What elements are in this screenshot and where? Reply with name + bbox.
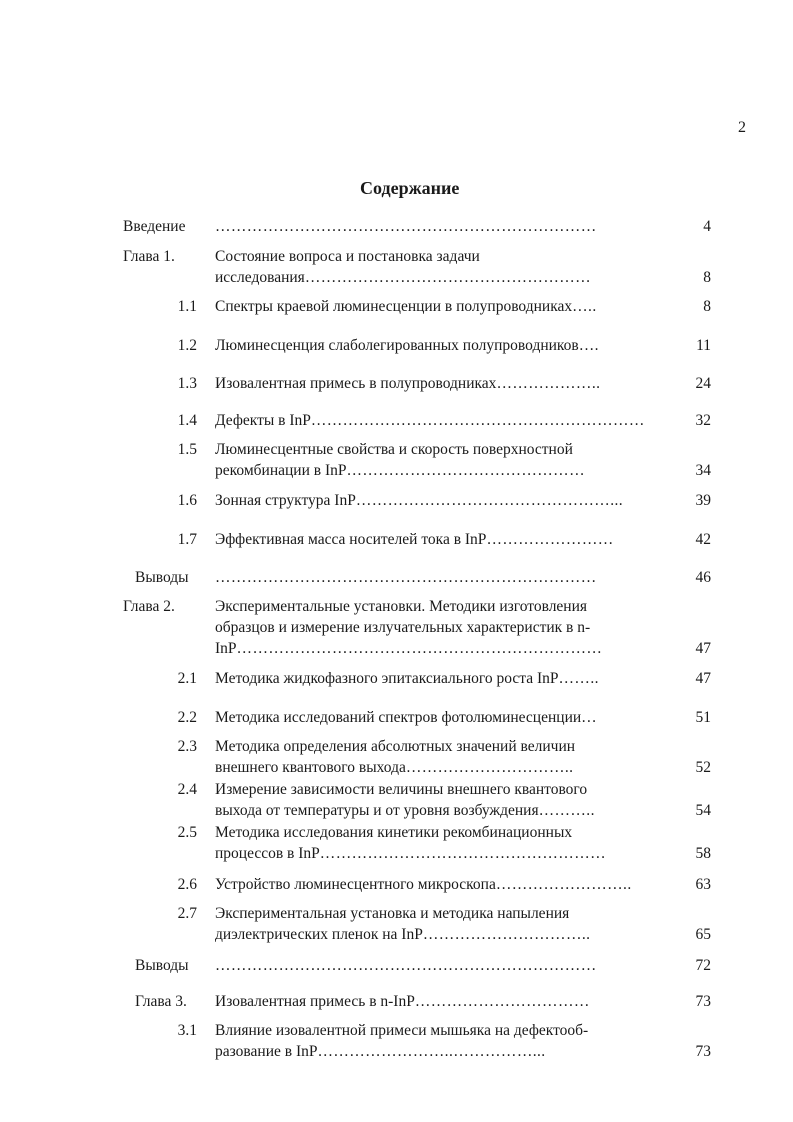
toc-entry-label: 2.4 [177, 781, 197, 798]
toc-entry-label: 1.4 [177, 412, 197, 429]
toc-entry-title-line: Дефекты в InP [215, 412, 311, 429]
toc-entry-title [215, 567, 675, 588]
toc-entry-title-line: Люминесцентные свойства и скорость поверхностной [215, 441, 573, 458]
toc-entry-title [215, 410, 675, 431]
toc-entry-leader-dots: ….. [572, 298, 597, 315]
toc-entry-leader-dots: ………………………….. [422, 926, 591, 943]
toc-entry-title [215, 822, 675, 864]
toc-entry-title-line: Экспериментальная установка и методика напыления [215, 905, 570, 922]
toc-entry-leader-dots: ……………………………………………… [319, 845, 606, 862]
toc-entry-leader-dots: ……………………………………………………………… [215, 957, 597, 974]
toc-entry-label: 2.1 [177, 670, 197, 687]
toc-entry-title-line: Измерение зависимости величины внешнего квантового [215, 781, 588, 798]
toc-entry-title [215, 736, 675, 778]
toc-entry-label: Введение [123, 218, 186, 235]
toc-entry-label: Выводы [135, 569, 189, 586]
toc-entry-leader-dots: ……….. [538, 802, 595, 819]
toc-entry-title [215, 955, 675, 976]
toc-entry-page-number: 34 [695, 462, 711, 479]
toc-entry-title [215, 1020, 675, 1062]
toc-entry-label: 1.2 [177, 337, 197, 354]
toc-entry-title [215, 335, 675, 356]
toc-entry-title-line: рекомбинации в InP [215, 462, 347, 479]
toc-entry-leader-dots: ………………………….. [405, 759, 574, 776]
toc-entry-title [215, 874, 675, 895]
toc-entry-label: 3.1 [177, 1022, 197, 1039]
toc-entry-title [215, 373, 675, 394]
toc-entry-title-line: Методика исследований спектров фотолюминесценции [215, 709, 582, 726]
toc-entry-leader-dots: … [581, 709, 598, 726]
toc-entry-page-number: 52 [695, 759, 711, 776]
toc-entry-leader-dots: ……………………..……………... [317, 1043, 546, 1060]
toc-entry-label: 1.3 [177, 375, 197, 392]
toc-entry-page-number: 11 [696, 337, 711, 354]
toc-entry-page-number: 32 [695, 412, 711, 429]
toc-entry-label: Глава 2. [123, 598, 175, 615]
toc-entry-title-line: процессов в InP [215, 845, 320, 862]
toc-entry-title-line: Методика жидкофазного эпитаксиального роста InP [215, 670, 559, 687]
toc-entry-page-number: 4 [703, 218, 711, 235]
toc-entry-page-number: 8 [703, 298, 711, 315]
toc-entry-title-line: Устройство люминесцентного микроскопа [215, 876, 496, 893]
toc-entry-label: 2.5 [177, 824, 197, 841]
toc-entry-leader-dots: ……………………………………………………………… [215, 569, 597, 586]
toc-entry-title [215, 707, 675, 728]
toc-entry-label: 1.5 [177, 441, 197, 458]
toc-entry-label: 2.6 [177, 876, 197, 893]
toc-entry-page-number: 73 [695, 1043, 711, 1060]
toc-entry-page-number: 46 [695, 569, 711, 586]
toc-entry-page-number: 51 [695, 709, 711, 726]
toc-entry-title-line: Эффективная масса носителей тока в InP [215, 531, 487, 548]
toc-entry-title [215, 490, 675, 511]
toc-entry-title-line: Состояние вопроса и постановка задачи [215, 248, 480, 265]
toc-entry-page-number: 47 [695, 640, 711, 657]
toc-entry-page-number: 47 [695, 670, 711, 687]
toc-entry-title-line: разование в InP [215, 1043, 318, 1060]
page-number: 2 [738, 119, 746, 136]
toc-entry-title-line: Методика определения абсолютных значений величин [215, 738, 576, 755]
toc-title: Содержание [360, 178, 460, 198]
toc-entry-leader-dots: ……………….. [496, 375, 601, 392]
toc-entry-label: Глава 1. [123, 248, 175, 265]
toc-entry-leader-dots: ……………………………………… [346, 462, 585, 479]
toc-entry-title [215, 439, 675, 481]
toc-entry-label: 1.7 [177, 531, 197, 548]
toc-entry-label: 1.6 [177, 492, 197, 509]
toc-entry-title [215, 991, 675, 1012]
toc-entry-title-line: образцов и измерение излучательных характеристик в n- [215, 619, 591, 636]
toc-entry-page-number: 24 [695, 375, 711, 392]
toc-entry-title-line: Методика исследования кинетики рекомбинационных [215, 824, 573, 841]
toc-entry-title [215, 529, 675, 550]
toc-entry-title-line: диэлектрических пленок на InP [215, 926, 423, 943]
toc-entry-title-line: Люминесценция слаболегированных полупроводников [215, 337, 579, 354]
toc-entry-label: 2.3 [177, 738, 197, 755]
toc-entry-page-number: 63 [695, 876, 711, 893]
toc-entry-title [215, 246, 675, 288]
toc-entry-leader-dots: …………………………………………... [355, 492, 624, 509]
toc-entry-leader-dots: ……………………………………………………………… [215, 218, 597, 235]
toc-entry-page-number: 39 [695, 492, 711, 509]
toc-entry-label: Выводы [135, 957, 189, 974]
toc-entry-title [215, 296, 675, 317]
toc-entry-page-number: 42 [695, 531, 711, 548]
toc-entry-label: 2.2 [177, 709, 197, 726]
toc-entry-leader-dots: …. [578, 337, 599, 354]
toc-entry-title-line: Экспериментальные установки. Методики изготовления [215, 598, 588, 615]
toc-entry-page-number: 65 [695, 926, 711, 943]
toc-entry-page-number: 72 [695, 957, 711, 974]
toc-entry-title [215, 668, 675, 689]
toc-entry-page-number: 58 [695, 845, 711, 862]
toc-entry-leader-dots: …………………………… [414, 993, 590, 1010]
toc-entry-leader-dots: …………………… [486, 531, 614, 548]
toc-entry-page-number: 8 [703, 269, 711, 286]
toc-entry-leader-dots: …………………………………………………………… [236, 640, 603, 657]
toc-entry-title-line: Влияние изовалентной примеси мышьяка на дефектооб- [215, 1022, 589, 1039]
toc-entry-title-line: внешнего квантового выхода [215, 759, 406, 776]
toc-entry-title [215, 216, 675, 237]
toc-entry-title [215, 596, 675, 659]
toc-entry-leader-dots: ……………………………………………… [304, 269, 592, 286]
toc-entry-title-line: исследования [215, 269, 305, 286]
toc-entry-leader-dots: ……………………………………………………… [310, 412, 645, 429]
toc-entry-leader-dots: …………………….. [495, 876, 632, 893]
toc-entry-leader-dots: …….. [558, 670, 599, 687]
toc-entry-title-line: Спектры краевой люминесценции в полупроводниках [215, 298, 573, 315]
toc-entry-title-line: Изовалентная примесь в n-InP [215, 993, 415, 1010]
toc-entry-title [215, 903, 675, 945]
toc-entry-title [215, 779, 675, 821]
toc-entry-title-line: Изовалентная примесь в полупроводниках [215, 375, 497, 392]
toc-entry-label: Глава 3. [135, 993, 187, 1010]
toc-entry-title-line: InP [215, 640, 237, 657]
toc-entry-page-number: 73 [695, 993, 711, 1010]
toc-entry-label: 2.7 [177, 905, 197, 922]
toc-entry-title-line: выхода от температуры и от уровня возбуждения [215, 802, 539, 819]
toc-entry-label: 1.1 [177, 298, 197, 315]
toc-entry-page-number: 54 [695, 802, 711, 819]
toc-entry-title-line: Зонная структура InP [215, 492, 356, 509]
